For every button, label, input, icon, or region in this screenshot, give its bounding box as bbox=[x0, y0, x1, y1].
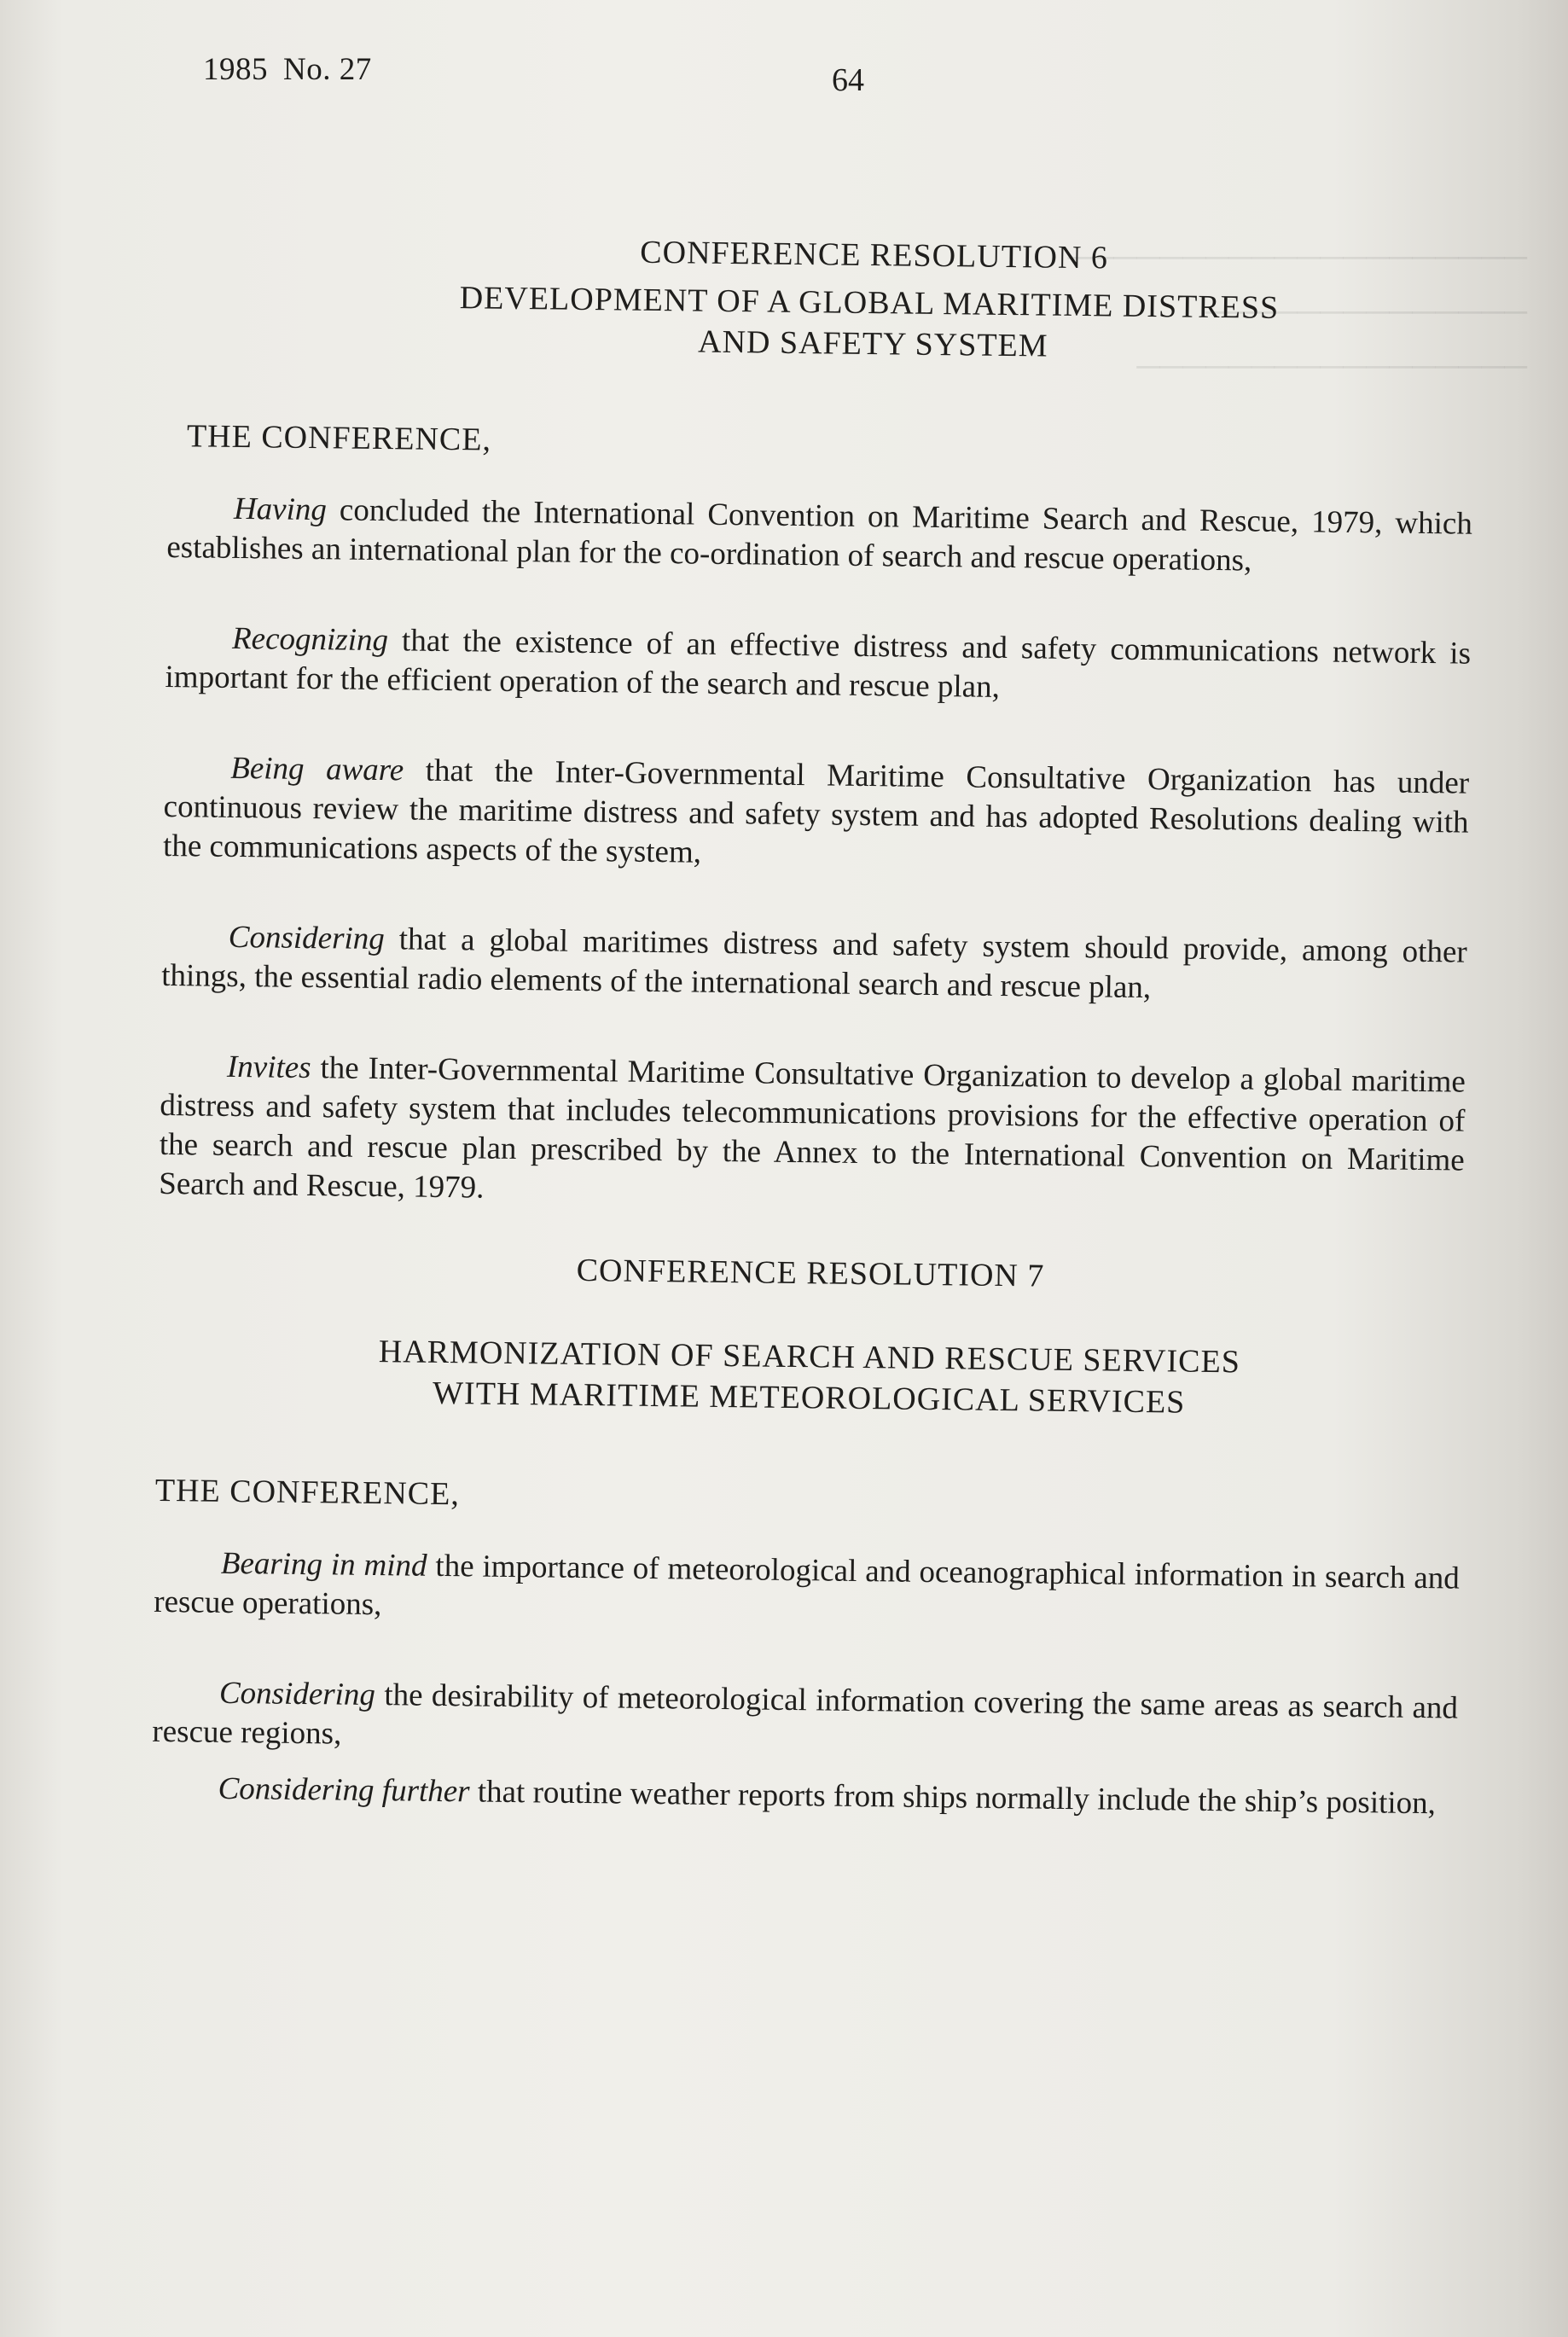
resolution-6-paragraph: Being aware that the Inter-Governmental Maritime Consultative Organization has under continuous review the maritime distress and safety system and has adopted Resolutions dealing with the communications aspects of the system, bbox=[162, 750, 1470, 870]
resolution-6-paragraph: Considering that a global maritimes distress and safety system should provide, among other things, the essential radio elements of the international search and rescue plan, bbox=[161, 919, 1467, 1006]
page-header bbox=[203, 51, 372, 88]
resolution-6-conference: THE CONFERENCE, bbox=[186, 418, 492, 458]
header-year: 1985 bbox=[203, 52, 268, 87]
resolution-7-subtitle-line-2: WITH MARITIME METEOROLOGICAL SERVICES bbox=[432, 1375, 1186, 1421]
resolution-6-paragraph: Recognizing that the existence of an effective distress and safety communications network is important for the efficient operation of the search and rescue plan, bbox=[165, 620, 1472, 705]
page-number: 64 bbox=[832, 62, 864, 98]
resolution-6-paragraph: Invites the Inter-Governmental Maritime Consultative Organization to develop a global maritime distress and safety system that includes telecommunications provisions for the effective operation of the search and rescue plan prescribed by the Annex to the International Convention on Maritime Search and Rescue, 1979. bbox=[159, 1049, 1466, 1206]
page-content bbox=[151, 226, 1476, 1824]
resolution-7-paragraph: Bearing in mind the importance of meteorological and oceanographical information in search and rescue operations, bbox=[154, 1545, 1461, 1623]
resolution-6-subtitle-line-1: DEVELOPMENT OF A GLOBAL MARITIME DISTRESS bbox=[459, 280, 1280, 326]
resolution-7-paragraph: Considering the desirability of meteorological information covering the same areas as search and rescue regions, bbox=[152, 1675, 1459, 1752]
resolution-7-paragraph: Considering further that routine weather reports from ships normally include the ship’s position, bbox=[218, 1770, 1437, 1822]
resolution-7-title: CONFERENCE RESOLUTION 7 bbox=[576, 1252, 1045, 1294]
bleed-through-text: ──────────────────── ────────────── ───────────────── bbox=[1067, 240, 1527, 385]
resolution-7-subtitle-line-1: HARMONIZATION OF SEARCH AND RESCUE SERVICES bbox=[378, 1334, 1241, 1381]
resolution-6-subtitle-line-2: AND SAFETY SYSTEM bbox=[697, 323, 1048, 364]
resolution-6-title: CONFERENCE RESOLUTION 6 bbox=[640, 234, 1109, 276]
header-number: No. 27 bbox=[283, 52, 372, 87]
resolution-6-paragraph: Having concluded the International Convention on Maritime Search and Rescue, 1979, which establishes an international plan for the co-ordination of search and rescue operations, bbox=[166, 491, 1473, 578]
resolution-7-conference: THE CONFERENCE, bbox=[154, 1472, 461, 1513]
